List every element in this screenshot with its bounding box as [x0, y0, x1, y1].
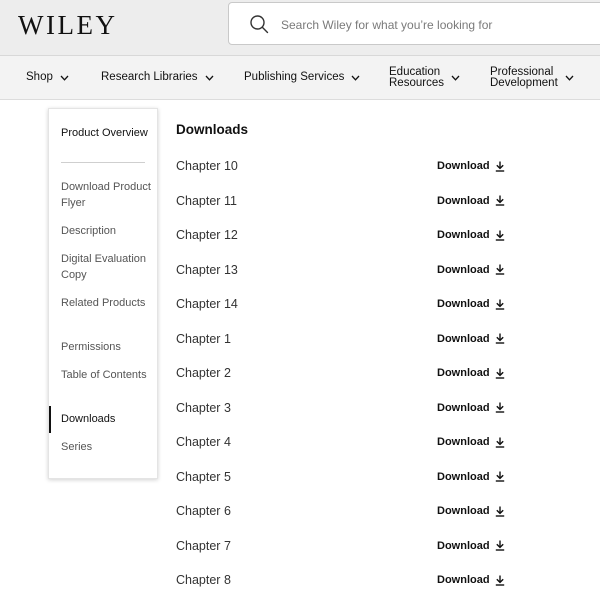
download-link[interactable] — [437, 505, 505, 517]
download-row — [176, 470, 506, 488]
download-link[interactable] — [437, 298, 505, 310]
chevron-down-icon — [205, 75, 214, 81]
search-input[interactable] — [281, 15, 581, 35]
download-row — [176, 159, 506, 177]
download-icon — [495, 437, 505, 448]
search-icon[interactable] — [249, 14, 269, 34]
chapter-name: Chapter 3 — [176, 400, 231, 415]
downloads-heading: Downloads — [176, 122, 249, 137]
download-row — [176, 435, 506, 453]
sidebar-divider — [61, 162, 145, 163]
nav-label-education-resources — [389, 67, 444, 89]
download-label: Download — [437, 574, 490, 586]
download-row — [176, 539, 506, 557]
download-row — [176, 332, 506, 350]
chapter-name: Chapter 14 — [176, 297, 238, 311]
nav-professional-development[interactable] — [490, 56, 574, 99]
download-row — [176, 504, 506, 522]
chapter-name: Chapter 6 — [176, 504, 231, 518]
download-link[interactable] — [437, 160, 505, 172]
chapter-name: Chapter 13 — [176, 262, 238, 277]
chevron-down-icon — [60, 75, 69, 81]
download-link[interactable] — [437, 264, 505, 276]
wiley-logo[interactable]: WILEY — [18, 10, 118, 40]
download-row — [176, 573, 506, 591]
nav-research-libraries[interactable] — [101, 56, 214, 99]
download-label: Download — [437, 160, 490, 172]
sidebar-item-digital-evaluation-copy[interactable]: Digital Evaluation Copy — [61, 253, 146, 281]
download-row — [176, 194, 506, 212]
sidebar-item-downloads[interactable]: Downloads — [61, 413, 116, 425]
download-label: Download — [437, 470, 490, 483]
chapter-name: Chapter 5 — [176, 469, 231, 484]
download-icon — [495, 575, 505, 586]
download-icon — [495, 264, 505, 275]
download-row — [176, 401, 506, 419]
download-label: Download — [437, 367, 490, 379]
download-icon — [495, 299, 505, 310]
download-icon — [495, 195, 505, 206]
sidebar-item-download-product-flyer[interactable]: Download Product Flyer — [61, 181, 151, 209]
download-link[interactable] — [437, 471, 505, 483]
download-label: Download — [437, 539, 490, 552]
nav-publishing-services[interactable] — [244, 56, 360, 99]
chapter-name: Chapter 1 — [176, 331, 231, 346]
download-link[interactable] — [437, 436, 505, 448]
product-sidebar — [48, 108, 158, 479]
chevron-down-icon — [565, 75, 574, 81]
sidebar-item-permissions[interactable]: Permissions — [61, 341, 121, 353]
search-box[interactable] — [228, 2, 600, 45]
nav-label-line: Resources — [389, 76, 444, 89]
download-label: Download — [437, 401, 490, 414]
download-link[interactable] — [437, 574, 505, 586]
download-row — [176, 297, 506, 315]
download-label: Download — [437, 332, 490, 345]
download-link[interactable] — [437, 402, 505, 414]
download-row — [176, 263, 506, 281]
site-header — [0, 0, 600, 56]
chevron-down-icon — [351, 75, 360, 81]
download-icon — [495, 540, 505, 551]
chapter-name: Chapter 10 — [176, 159, 238, 173]
download-row — [176, 228, 506, 246]
download-icon — [495, 471, 505, 482]
chevron-down-icon — [451, 75, 460, 81]
download-link[interactable] — [437, 229, 505, 241]
download-icon — [495, 333, 505, 344]
sidebar-item-series[interactable]: Series — [61, 441, 93, 453]
download-icon — [495, 161, 505, 172]
chapter-name: Chapter 4 — [176, 435, 231, 449]
nav-label-line: Development — [490, 76, 558, 89]
download-link[interactable] — [437, 195, 505, 207]
nav-label-line: Education — [389, 65, 441, 78]
active-indicator — [49, 406, 51, 433]
nav-education-resources[interactable] — [389, 56, 460, 99]
chapter-name: Chapter 8 — [176, 573, 231, 587]
download-label: Download — [437, 298, 490, 310]
download-icon — [495, 402, 505, 413]
download-label: Download — [437, 436, 490, 448]
nav-label-professional-development — [490, 67, 558, 89]
download-icon — [495, 368, 505, 379]
download-link[interactable] — [437, 333, 505, 345]
sidebar-item-product-overview[interactable]: Product Overview — [61, 127, 148, 139]
nav-label-research-libraries: Research Libraries — [101, 71, 198, 83]
sidebar-item-table-of-contents[interactable]: Table of Contents — [61, 369, 147, 381]
nav-label-shop: Shop — [26, 71, 53, 83]
download-label: Download — [437, 263, 490, 276]
download-icon — [495, 506, 505, 517]
nav-label-line: Professional — [490, 65, 554, 78]
chapter-name: Chapter 7 — [176, 538, 231, 553]
sidebar-item-description[interactable]: Description — [61, 225, 117, 237]
nav-shop[interactable] — [26, 56, 69, 99]
download-link[interactable] — [437, 540, 505, 552]
download-label: Download — [437, 229, 490, 241]
download-label: Download — [437, 505, 490, 517]
chapter-name: Chapter 12 — [176, 228, 238, 242]
download-label: Download — [437, 194, 490, 207]
download-link[interactable] — [437, 367, 505, 379]
chapter-name: Chapter 11 — [176, 193, 237, 208]
sidebar-item-related-products[interactable]: Related Products — [61, 297, 146, 309]
main-nav — [0, 56, 600, 100]
download-row — [176, 366, 506, 384]
download-icon — [495, 230, 505, 241]
nav-label-publishing-services: Publishing Services — [244, 71, 345, 83]
chapter-name: Chapter 2 — [176, 366, 231, 380]
